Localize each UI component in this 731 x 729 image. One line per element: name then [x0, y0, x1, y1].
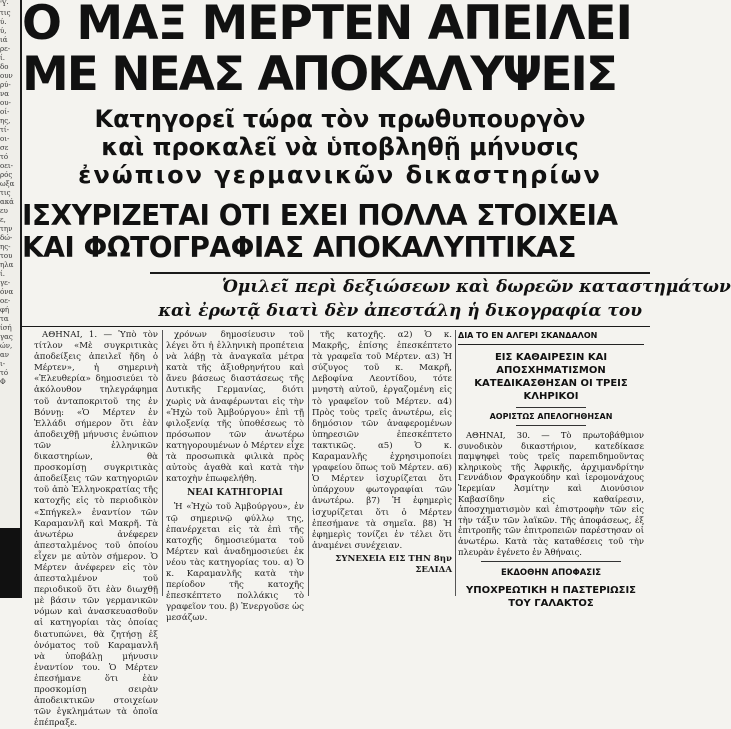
- margin-fragment: Φ: [0, 378, 6, 386]
- column-divider: [455, 330, 456, 596]
- margin-fragment: ύ,: [0, 27, 7, 35]
- margin-fragment: ί.: [0, 54, 5, 62]
- margin-fragment: τις: [0, 189, 11, 197]
- margin-fragment: ουν: [0, 72, 13, 80]
- column-divider: [162, 330, 163, 596]
- margin-fragment: τό: [0, 153, 9, 161]
- deck-line-2: καὶ προκαλεῖ νὰ ὑποβληθῇ μήνυσις: [101, 133, 579, 161]
- margin-fragment: ρε-: [0, 45, 11, 53]
- margin-fragment: ών,: [0, 342, 13, 350]
- margin-fragment: οί-: [0, 108, 10, 116]
- margin-fragment: αν: [0, 351, 9, 359]
- subheadline-line-2: ΚΑΙ ΦΩΤΟΓΡΑΦΙΑΣ ΑΠΟΚΑΛΥΠΤΙΚΑΣ: [22, 231, 577, 264]
- margin-fragment: γας: [0, 333, 13, 341]
- margin-fragment: ύ.: [0, 18, 7, 26]
- article-text: χρόνων δημοσίευσιν τοῦ λέγει ὅτι ἡ ἑλληνικὴ προπέτεια νὰ λάβῃ τὰ ἀναγκαῖα μέτρα κατὰ τῆς ἀξιοθρηνήτου καὶ ἄνευ βάσεως διαστάσεως τῆς Δυτικῆς Γερμανίας, διότι χωρὶς νὰ ἀναφέρωνται εἰς τὴν «Ἠχὼ τοῦ Ἀμβούργου» ἐπὶ τῇ φιλοξενίᾳ τῆς ὑποθέσεως τὸ πρόσωπον τῶν ἀνωτέρω κατηγορουμένων ὁ Μέρτεν εἶχε τὰ προσωπικὰ φιλικὰ πρὸς αὐτοὺς ἀγαθὰ καὶ κατὰ τὴν κατοχὴν ἐπωφελήθη.: [166, 330, 304, 485]
- sidebar-decision-label: ΕΚΔΟΘΗΝ ΑΠΟΦΑΣΙΣ: [500, 568, 602, 579]
- margin-fragment: την: [0, 225, 13, 233]
- kicker-line-1: Ὁμιλεῖ περὶ δεξιώσεων καὶ δωρεῶν καταστημάτων: [222, 277, 731, 297]
- divider-rule: [150, 272, 650, 274]
- kicker-line-2: καὶ ἐρωτᾷ διατὶ δὲν ἀπεστάλη ἡ δικογραφία του: [158, 301, 642, 321]
- margin-fragment: τα: [0, 315, 9, 323]
- margin-fragment: ης-: [0, 243, 11, 251]
- continued-on-page: ΣΥΝΕΧΕΙΑ ΕΙΣ ΤΗΝ 8ην ΣΕΛΙΔΑ: [335, 553, 452, 575]
- sidebar-article: [458, 330, 644, 610]
- margin-fragment: ακά: [0, 198, 14, 206]
- subheadline-line-1: ΙΣΧΥΡΙΖΕΤΑΙ ΟΤΙ ΕΧΕΙ ΠΟΛΛΑ ΣΤΟΙΧΕΙΑ: [22, 199, 618, 232]
- main-headline-line-2: ΜΕ ΝΕΑΣ ΑΠΟΚΑΛΥΨΕΙΣ: [22, 47, 617, 102]
- sidebar-text: ΑΘΗΝΑΙ, 30. — Τὸ πρωτοβάθμιον συνοδικὸν δικαστήριον, κατεδίκασε παμψηφεὶ τοὺς τρεῖς παρεπιδημοῦντας κληρικοὺς τῆς Ἀφρικῆς, ἀρχιμανδρίτην Γεννάδιον Φραγκούδην καὶ ἱερομονάχους Ἱερεμίαν Ἀσμίτην καὶ Διονύσιον Καβασίδην εἰς καθαίρεσιν, ἀποσχηματισμὸν καὶ ἐπιστροφὴν τῶν εἰς τὴν τάξιν τῶν λαϊκῶν. Τῆς ἀποφάσεως, ἐξ ἐπιτροπῆς τῶν ἐπιτροπειῶν παρέστησαν οἱ ἀνωτέρω. Κατὰ τὰς καταθέσεις τοῦ τὴν πλευρὰν ἐγένετο ἐν Ἀθήναις.: [458, 430, 644, 557]
- main-headline-line-1: Ο ΜΑΞ ΜΕΡΤΕΝ ΑΠΕΙΛΕΙ: [22, 0, 632, 51]
- sidebar-header: ΔΙΑ ΤΟ ΕΝ ΑΛΓΕΡΙ ΣΚΑΝΔΑΛΟΝ: [458, 330, 644, 345]
- article-column-2: [166, 330, 304, 624]
- margin-fragment: ί.: [0, 270, 5, 278]
- sidebar-divider: [516, 425, 586, 426]
- margin-fragment: όνα: [0, 288, 14, 296]
- margin-fragment: ιά: [0, 36, 8, 44]
- article-column-1: [34, 330, 158, 729]
- sidebar-divider: [516, 407, 586, 408]
- divider-rule: [22, 326, 650, 327]
- margin-fragment: ίσή: [0, 324, 12, 332]
- sidebar-headline: ΕΙΣ ΚΑΘΑΙΡΕΣΙΝ ΚΑΙ ΑΠΟΣΧΗΜΑΤΙΣΜΟΝ ΚΑΤΕΔΙΚΑΣΘΗΣΑΝ ΟΙ ΤΡΕΙΣ ΚΛΗΡΙΚΟΙ: [474, 352, 628, 402]
- margin-fragment: τί-: [0, 126, 9, 134]
- margin-fragment: οει-: [0, 162, 13, 170]
- margin-fragment: ρύ-: [0, 81, 11, 89]
- margin-fragment: ι-: [0, 360, 6, 368]
- article-text: Ἡ «Ἠχὼ τοῦ Ἀμβούργου», ἐν τῷ σημερινῷ φύλλῳ της, ἐπανέρχεται εἰς τὰ ἐπὶ τῆς κατοχῆς δημοσιεύματα τοῦ Μέρτεν καὶ ἀναδημοσιεύει ἐκ νέου τὰς κατηγορίας του. α) Ὁ κ. Καραμανλῆς κατὰ τὴν περίοδον τῆς κατοχῆς ἐπεσκέπτετο πολλάκις τὸ γραφεῖον του. β) Ἐνεργοῦσε ὡς μεσάζων.: [166, 502, 304, 624]
- margin-fragment: ωξα: [0, 180, 15, 188]
- deck-line-3: ἐνώπιον γερμανικῶν δικαστηρίων: [78, 161, 602, 189]
- margin-fragment: τις: [0, 9, 11, 17]
- margin-fragment: ε,: [0, 216, 6, 224]
- margin-fragment: να: [0, 90, 9, 98]
- article-subhead: ΝΕΑΙ ΚΑΤΗΓΟΡΙΑΙ: [187, 488, 283, 499]
- margin-fragment: δώ-: [0, 234, 13, 242]
- margin-fragment: ευ: [0, 207, 8, 215]
- margin-ink-block: [0, 528, 20, 598]
- margin-fragment: του: [0, 252, 13, 260]
- margin-fragment: δο: [0, 63, 9, 71]
- article-text: ΑΘΗΝΑΙ, 1. — Ὑπὸ τὸν τίτλον «Μὲ συγκριτικὰς ἀποδείξεις ἀπειλεῖ ἤδη ὁ Μέρτεν», ἡ σημερινὴ «Ἐλευθερία» δημοσιεύει τὸ ἀκόλουθον τηλεγράφημα τοῦ ἀνταποκριτοῦ της ἐν Βόννῃ: «Ὁ Μέρτεν ἐν Ἑλλάδι σήμερον ὅτι ἐὰν ἀποδειχθῇ μήνυσις ἐνώπιον τῶν ἑλληνικῶν δικαστηρίων, θὰ προσκομίσῃ συγκριτικὰς ἀποδείξεις τῶν κατηγοριῶν τοῦ ἀπὸ Ἑλληνοκρατίας τῆς κατοχῆς εἰς τὸ περιοδικὸν «Σπήγκελ» ἐναντίον τῶν Καραμανλῆ καὶ Μακρῆ. Τὰ ἀνωτέρω ἀνέφερεν ἀπεσταλμένος τοῦ ὁποίου εἶχεν με αὐτὸν σήμερον. Ὁ Μέρτεν ἀνέφερεν εἰς τὸν ἀπεσταλμένον τοῦ περιοδικοῦ ὅτι ἐὰν διωχθῇ μὲ βάσιν τῶν γερμανικῶν νόμων καὶ ἀνασκευασθοῦν αἱ κατηγορίαι τὰς ὁποίας διατυπώνει, θὰ ζητήσῃ ἐξ ὀνόματος τοῦ Καραμανλῆ νὰ ὑποβάλῃ μήνυσιν ἐναντίον του. Ὁ Μέρτεν ἐπεσήμανε ὅτι ἐὰν προσκομίσῃ σειρὰν ἀποδεικτικῶν στοιχείων τῶν ἐγκλημάτων τὰ ὁποῖα ἐπέπραξε.: [34, 330, 158, 729]
- margin-fragment: ηλα: [0, 261, 14, 269]
- margin-fragment: ου-: [0, 99, 11, 107]
- sidebar-subheadline: ΑΟΡΙΣΤΩΣ ΑΠΕΛΟΓΗΘΗΣΑΝ: [489, 412, 613, 421]
- margin-fragment: ης,: [0, 117, 11, 125]
- adjacent-column-fragment: [0, 0, 22, 598]
- article-text: τῆς κατοχῆς. α2) Ὁ κ. Μακρῆς, ἐπίσης ἐπεσκέπτετο τὰ γραφεῖα τοῦ Μέρτεν. α3) Ἡ σύζυγος τοῦ κ. Μακρῆ, Δεβοφίνα Λεοντίδου, τότε μνηστὴ αὐτοῦ, ἐργαζομένη εἰς τὸ γραφεῖον τοῦ Μέρτεν. α4) Πρὸς τοὺς τρεῖς ἀνωτέρω, εἰς δημόσιον τῶν ἀναφερομένων ὑπηρεσιῶν ἐπεσκέπτετο τακτικῶς. α5) Ὁ κ. Καραμανλῆς ἐχρησιμοποίει γραφείου ὅπως τοῦ Μέρτεν. α6) Ὁ Μέρτεν ἰσχυρίζεται ὅτι ὑπάρχουν φωτογραφίαι τῶν ἀνωτέρω. β7) Ἡ ἐφημερὶς ἰσχυρίζεται ὅτι ὁ Μέρτεν ἐπεσήμανε τὰ σημεῖα. β8) Ἡ ἐφημερὶς τονίζει ἐν τέλει ὅτι ἀναμένει συνέχειαν.: [312, 330, 452, 551]
- column-divider: [308, 330, 309, 596]
- sidebar-body: [458, 430, 644, 557]
- article-column-3: [312, 330, 452, 596]
- margin-fragment: φή: [0, 306, 10, 314]
- margin-fragment: σε: [0, 144, 9, 152]
- sidebar-headline-2: ΥΠΟΧΡΕΩΤΙΚΗ Η ΠΑΣΤΕΡΙΩΣΙΣ ΤΟΥ ΓΑΛΑΚΤΟΣ: [466, 585, 636, 610]
- margin-fragment: ρός: [0, 171, 13, 179]
- margin-fragment: 'Υ·: [0, 0, 9, 8]
- margin-fragment: οι-: [0, 135, 10, 143]
- margin-fragment: τό: [0, 369, 9, 377]
- margin-fragment: οε-: [0, 297, 11, 305]
- deck-line-1: Κατηγορεῖ τώρα τὸν πρωθυπουργὸν: [94, 105, 586, 133]
- margin-fragment: γε-: [0, 279, 11, 287]
- sidebar-divider: [481, 561, 621, 562]
